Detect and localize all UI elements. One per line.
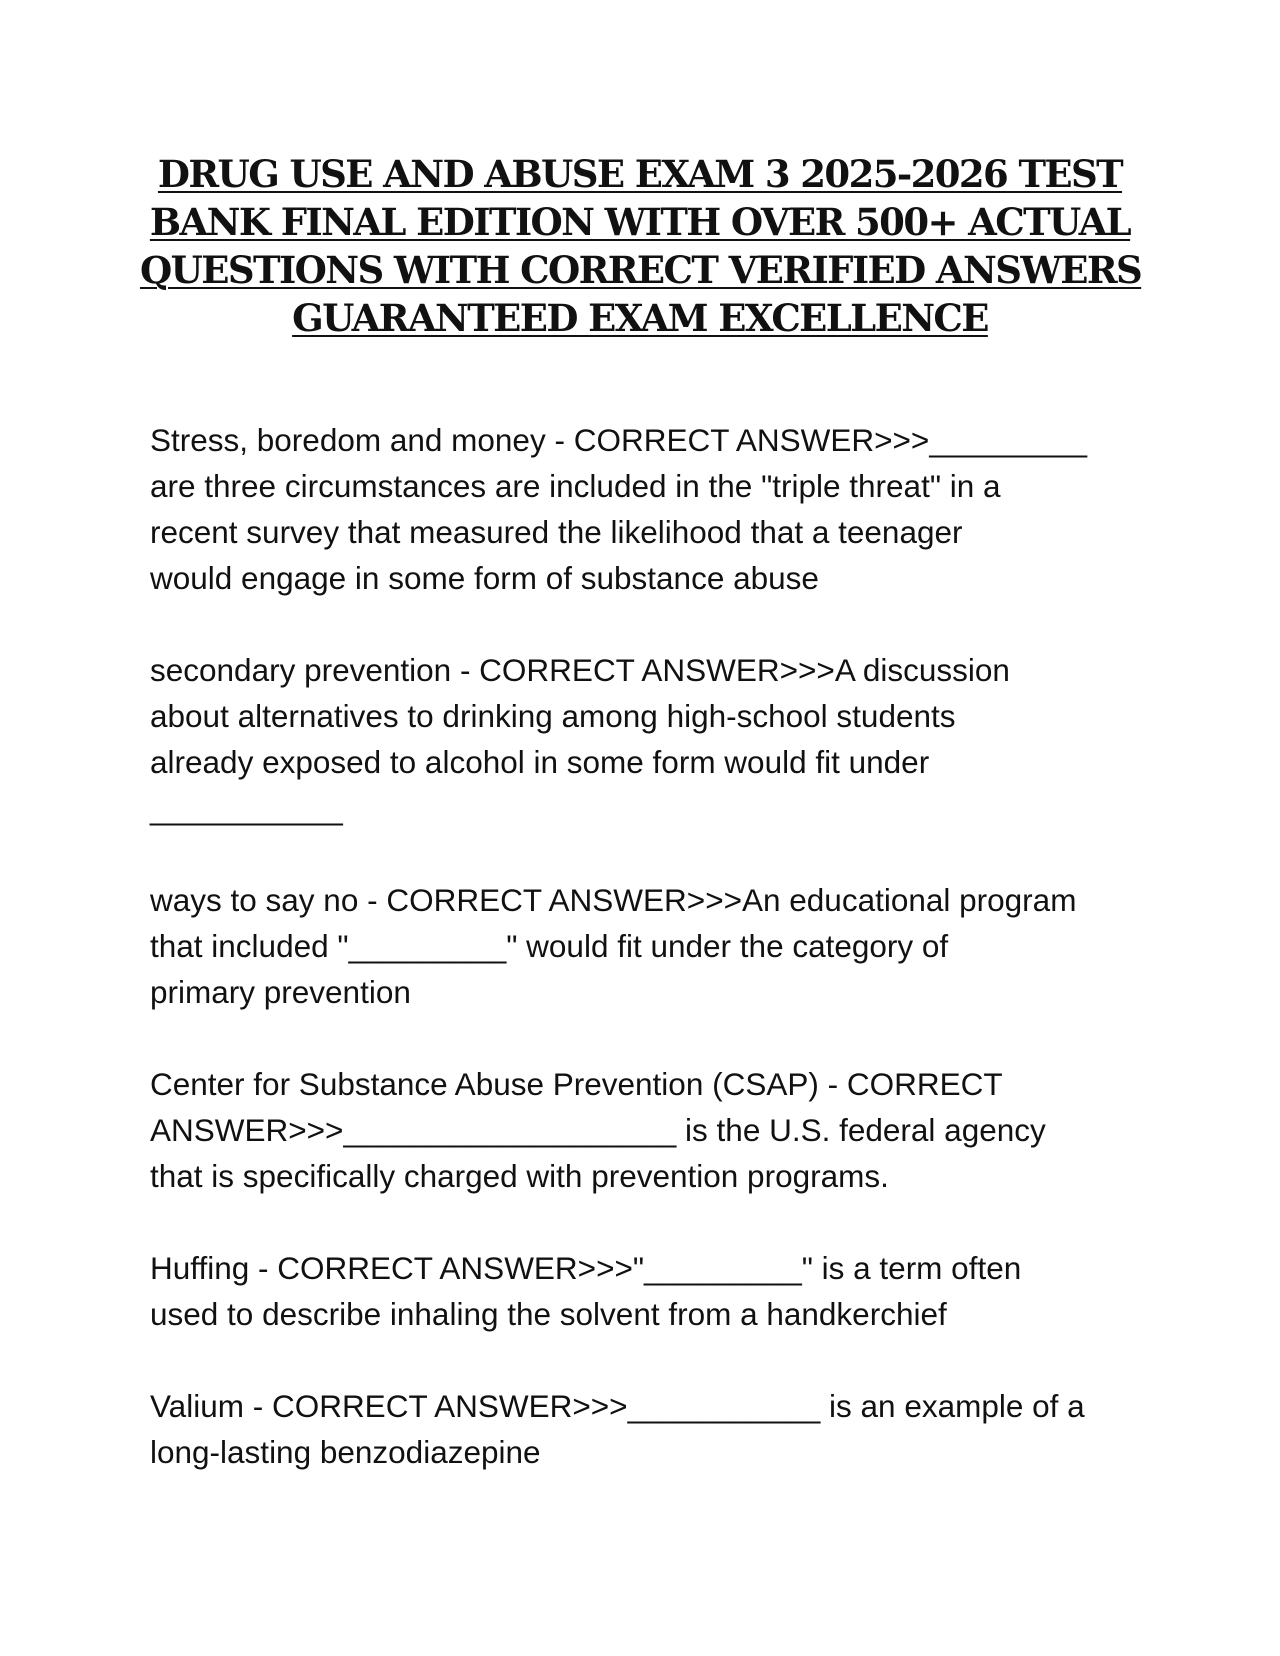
qa-line: Center for Substance Abuse Prevention (CSAP) - CORRECT: [150, 1066, 1003, 1102]
qa-line: ___________: [150, 790, 343, 826]
title-line: GUARANTEED EXAM EXCELLENCE: [292, 296, 988, 340]
qa-line: about alternatives to drinking among high-school students: [150, 698, 956, 734]
qa-entry-secondary-prevention: [150, 647, 1150, 831]
document-title: [140, 150, 1140, 342]
title-line: QUESTIONS WITH CORRECT VERIFIED ANSWERS: [140, 248, 1142, 292]
qa-line: Huffing - CORRECT ANSWER>>>"_________" is a term often: [150, 1250, 1022, 1286]
qa-entry-valium: [150, 1383, 1150, 1475]
qa-entry-stress-boredom-money: [150, 417, 1150, 601]
qa-line: primary prevention: [150, 974, 411, 1010]
qa-line: recent survey that measured the likelihood that a teenager: [150, 514, 963, 550]
qa-line: secondary prevention - CORRECT ANSWER>>>A discussion: [150, 652, 1010, 688]
qa-line: are three circumstances are included in the "triple threat" in a: [150, 468, 1001, 504]
qa-entry-ways-to-say-no: [150, 877, 1150, 1015]
qa-line: long-lasting benzodiazepine: [150, 1434, 541, 1470]
qa-line: Valium - CORRECT ANSWER>>>___________ is an example of a: [150, 1388, 1085, 1424]
qa-line: ANSWER>>>___________________ is the U.S. federal agency: [150, 1112, 1046, 1148]
qa-line: that included "_________" would fit under the category of: [150, 928, 949, 964]
qa-line: already exposed to alcohol in some form would fit under: [150, 744, 930, 780]
qa-line: used to describe inhaling the solvent from a handkerchief: [150, 1296, 947, 1332]
qa-entry-csap: [150, 1061, 1150, 1199]
qa-line: that is specifically charged with prevention programs.: [150, 1158, 889, 1194]
qa-line: Stress, boredom and money - CORRECT ANSWER>>>_________: [150, 422, 1088, 458]
title-line: DRUG USE AND ABUSE EXAM 3 2025-2026 TEST: [157, 152, 1123, 196]
title-line: BANK FINAL EDITION WITH OVER 500+ ACTUAL: [149, 200, 1131, 244]
qa-entry-huffing: [150, 1245, 1150, 1337]
qa-line: ways to say no - CORRECT ANSWER>>>An educational program: [150, 882, 1077, 918]
qa-line: would engage in some form of substance abuse: [150, 560, 819, 596]
